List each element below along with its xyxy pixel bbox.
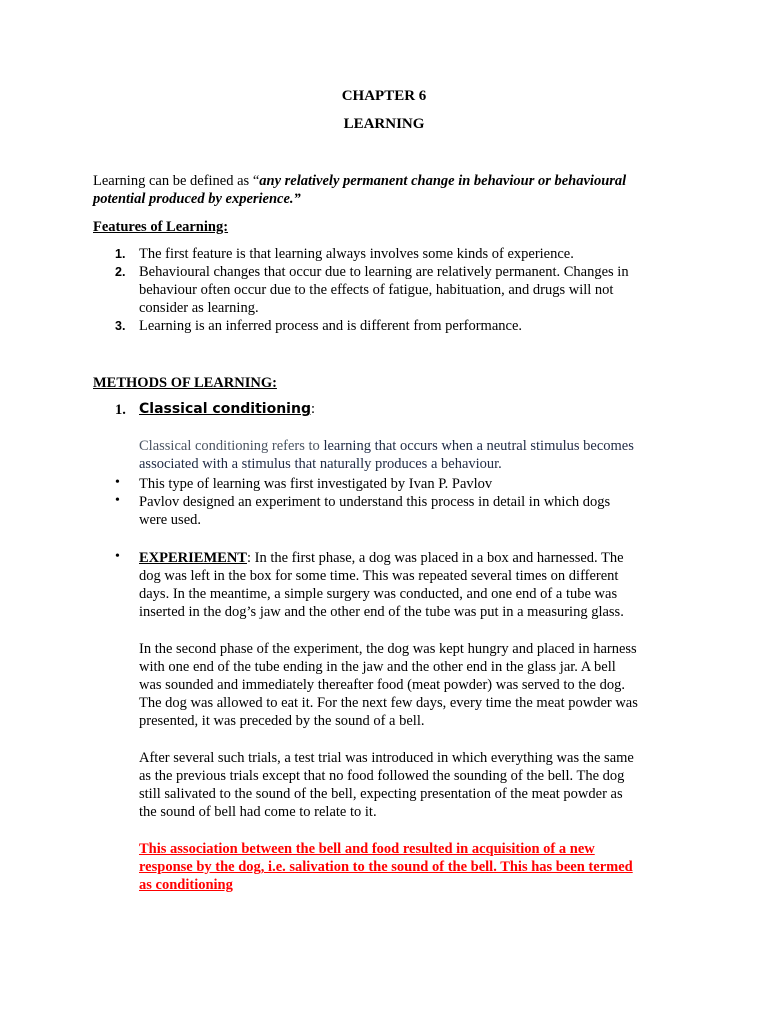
- feature-line: Learning is an inferred process and is different from performance.: [139, 318, 523, 334]
- feature-number: 2.: [115, 265, 126, 279]
- feature-number: 3.: [115, 319, 126, 333]
- definition-quote-2: potential produced by experience.”: [93, 191, 301, 207]
- feature-line: consider as learning.: [139, 300, 259, 316]
- experiment-line: After several such trials, a test trial was introduced in which everything was the same: [139, 750, 634, 766]
- method-title-row: [139, 400, 315, 418]
- method-definition-part-2: learning that occurs when a neutral stimulus becomes: [323, 438, 634, 454]
- experiment-line: as the previous trials except that no food followed the sounding of the bell. The dog: [139, 768, 625, 784]
- feature-number: 1.: [115, 247, 126, 261]
- bullet-dot: •: [115, 475, 120, 490]
- definition-prefix: Learning can be defined as “: [93, 173, 260, 189]
- experiment-line: the sound of bell had come to relate to it.: [139, 804, 377, 820]
- method-definition-part-1: Classical conditioning refers to: [139, 438, 324, 454]
- method-title-colon: :: [310, 401, 316, 417]
- bullet-dot: •: [115, 549, 120, 564]
- experiment-line: presented, it was preceded by the sound of a bell.: [139, 713, 425, 729]
- highlight-line: This association between the bell and food resulted in acquisition of a new: [139, 841, 595, 857]
- feature-line: Behavioural changes that occur due to learning are relatively permanent. Changes in: [139, 264, 629, 280]
- chapter-number: CHAPTER 6: [341, 88, 427, 104]
- experiment-label: EXPERIEMENT: [139, 550, 247, 566]
- methods-heading: METHODS OF LEARNING:: [93, 375, 277, 391]
- definition-line-1: [93, 172, 626, 190]
- experiment-line: still salivated to the sound of the bell, expecting presentation of the meat powder as: [139, 786, 623, 802]
- features-heading: Features of Learning:: [93, 219, 229, 235]
- method-definition-line-2: associated with a stimulus that naturally produces a behaviour.: [139, 456, 502, 472]
- experiment-line: dog was left in the box for some time. This was repeated several times on different: [139, 568, 619, 584]
- experiment-line: with one end of the tube ending in the jaw and the other end in the glass jar. A bell: [139, 659, 616, 675]
- method-bullet-line: Pavlov designed an experiment to understand this process in detail in which dogs: [139, 494, 611, 510]
- experiment-line: was sounded and immediately thereafter food (meat powder) was served to the dog.: [139, 677, 625, 693]
- method-bullet-line: were used.: [139, 512, 202, 528]
- method-title: Classical conditioning: [139, 401, 311, 417]
- highlight-line: as conditioning: [139, 877, 233, 893]
- chapter-title: LEARNING: [343, 116, 425, 132]
- feature-line: The first feature is that learning always involves some kinds of experience.: [139, 246, 574, 262]
- experiment-line: inserted in the dog’s jaw and the other end of the tube was put in a measuring glass.: [139, 604, 624, 620]
- method-bullet-line: This type of learning was first investigated by Ivan P. Pavlov: [139, 476, 493, 492]
- experiment-line-1-rest: : In the first phase, a dog was placed in a box and harnessed. The: [246, 550, 624, 566]
- definition-quote-1: any relatively permanent change in behaviour or behavioural: [259, 173, 627, 189]
- method-definition-line-1: [139, 437, 634, 455]
- feature-line: behaviour often occur due to the effects of fatigue, habituation, and drugs will not: [139, 282, 614, 298]
- experiment-line: days. In the meantime, a simple surgery was conducted, and one end of a tube was: [139, 586, 618, 602]
- highlight-line: response by the dog, i.e. salivation to the sound of the bell. This has been termed: [139, 859, 633, 875]
- experiment-line: In the second phase of the experiment, the dog was kept hungry and placed in harness: [139, 641, 637, 657]
- bullet-dot: •: [115, 493, 120, 508]
- experiment-line: The dog was allowed to eat it. For the next few days, every time the meat powder was: [139, 695, 638, 711]
- method-number: 1.: [115, 402, 126, 418]
- experiment-line-1: [139, 549, 624, 567]
